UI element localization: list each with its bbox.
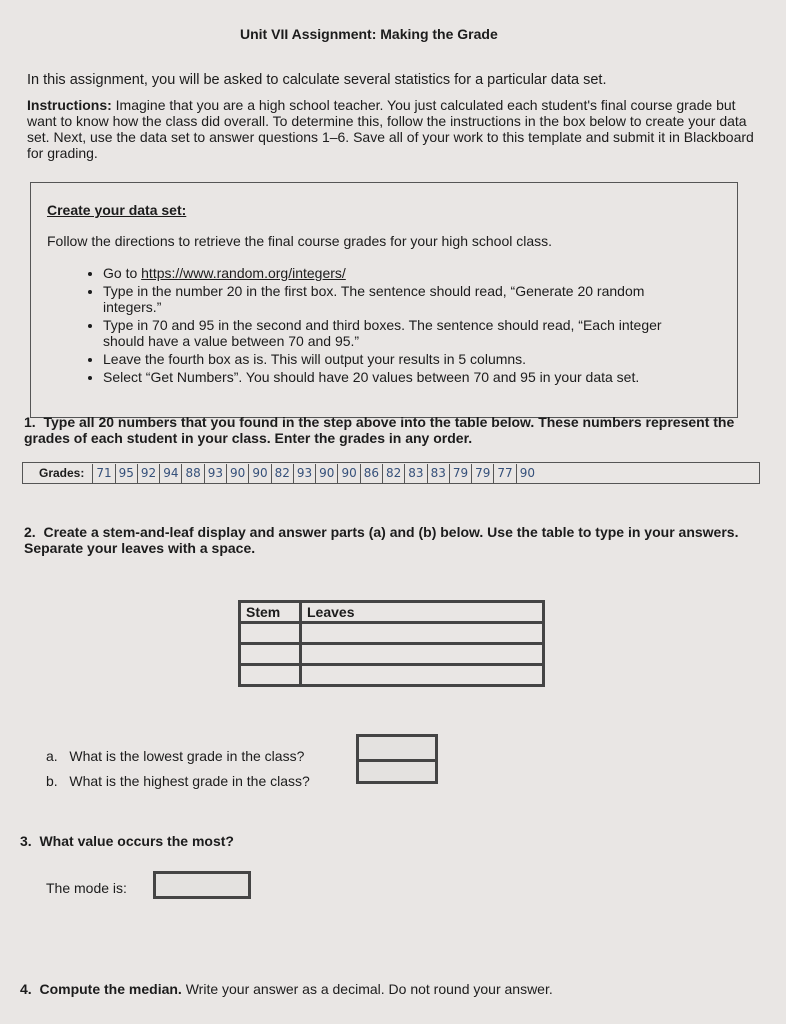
- create-box-title: Create your data set:: [47, 202, 187, 218]
- grade-cell[interactable]: 82: [271, 464, 293, 483]
- create-data-set-box: [30, 182, 738, 418]
- list-item: • Leave the fourth box as is. This will output your results in 5 columns.: [103, 351, 703, 367]
- page-title: Unit VII Assignment: Making the Grade: [240, 26, 498, 42]
- directions-list: [59, 265, 703, 387]
- grade-cell[interactable]: 83: [427, 464, 449, 483]
- grade-cell[interactable]: 92: [137, 464, 159, 483]
- grade-cell[interactable]: 83: [404, 464, 426, 483]
- list-item: • Type in 70 and 95 in the second and third boxes. The sentence should read, “Each integer should have a value between 70 and 95.”: [103, 317, 703, 349]
- create-box-subtitle: Follow the directions to retrieve the final course grades for your high school class.: [47, 233, 553, 249]
- grade-cell[interactable]: 77: [493, 464, 515, 483]
- grade-cell[interactable]: 90: [337, 464, 359, 483]
- stem-cell[interactable]: [240, 623, 301, 644]
- stem-cell[interactable]: [240, 644, 301, 665]
- question-text: Type all 20 numbers that you found in the step above into the table below. These numbers represent the grades of each student in your class. Enter the grades in any order.: [24, 414, 735, 446]
- question-1: [24, 414, 754, 446]
- question-number: 4.: [20, 981, 32, 997]
- intro-text: In this assignment, you will be asked to calculate several statistics for a particular data set.: [27, 72, 607, 88]
- answer-divider: [356, 759, 438, 762]
- part-a: a. What is the lowest grade in the class?: [46, 748, 305, 764]
- leaves-cell[interactable]: [301, 623, 544, 644]
- question-number: 2.: [24, 524, 36, 540]
- grades-table: [22, 462, 760, 484]
- question-number: 3.: [20, 833, 32, 849]
- grades-label: Grades:: [39, 466, 85, 480]
- question-number: 1.: [24, 414, 36, 430]
- mode-label: The mode is:: [46, 880, 127, 896]
- grade-cell[interactable]: 86: [360, 464, 382, 483]
- question-text-rest: Use the table to type in your answers. Separate your leaves with a space.: [24, 524, 739, 556]
- list-item: • Go to https://www.random.org/integers/: [103, 265, 703, 281]
- question-4: [20, 981, 553, 997]
- grade-cell[interactable]: 95: [115, 464, 137, 483]
- grade-cell[interactable]: 93: [293, 464, 315, 483]
- instructions-text: Imagine that you are a high school teacher. You just calculated each student's final course grade but want to know how the class did overall. To determine this, follow the instructions in the box below to create your data set. Next, use the data set to answer questions 1–6. Save all of your work to this template and submit it in Blackboard for grading.: [27, 97, 754, 161]
- question-text-rest: Write your answer as a decimal. Do not round your answer.: [181, 981, 553, 997]
- random-org-link[interactable]: https://www.random.org/integers/: [141, 265, 346, 281]
- question-2: [24, 524, 754, 556]
- grade-cell[interactable]: 90: [248, 464, 270, 483]
- instructions: [27, 97, 757, 161]
- leaves-cell[interactable]: [301, 665, 544, 686]
- list-item: • Type in the number 20 in the first box. The sentence should read, “Generate 20 random integers.”: [103, 283, 703, 315]
- grade-cell[interactable]: 79: [471, 464, 493, 483]
- grade-cell[interactable]: 79: [449, 464, 471, 483]
- question-2-parts: [46, 744, 310, 794]
- mode-answer-box[interactable]: [153, 871, 251, 899]
- grade-cell[interactable]: 93: [204, 464, 226, 483]
- question-text: Create a stem-and-leaf display and answer parts (a) and (b) below.: [43, 524, 484, 540]
- grade-cell[interactable]: 94: [159, 464, 181, 483]
- instructions-label: Instructions:: [27, 97, 112, 113]
- grade-cell[interactable]: 90: [315, 464, 337, 483]
- grade-cell[interactable]: 71: [92, 464, 114, 483]
- question-text: What value occurs the most?: [39, 833, 234, 849]
- question-text: Compute the median.: [39, 981, 182, 997]
- list-item: • Select “Get Numbers”. You should have 20 values between 70 and 95 in your data set.: [103, 369, 703, 385]
- leaves-cell[interactable]: [301, 644, 544, 665]
- grades-cells: [92, 464, 538, 483]
- question-3: [20, 833, 234, 849]
- grade-cell[interactable]: 88: [181, 464, 203, 483]
- grade-cell[interactable]: 82: [382, 464, 404, 483]
- stem-cell[interactable]: [240, 665, 301, 686]
- leaves-header: Leaves: [301, 602, 544, 623]
- grade-cell[interactable]: 90: [226, 464, 248, 483]
- stem-header: Stem: [240, 602, 301, 623]
- part-b: b. What is the highest grade in the class?: [46, 773, 310, 789]
- stem-leaf-table: [238, 600, 545, 687]
- grade-cell[interactable]: 90: [516, 464, 538, 483]
